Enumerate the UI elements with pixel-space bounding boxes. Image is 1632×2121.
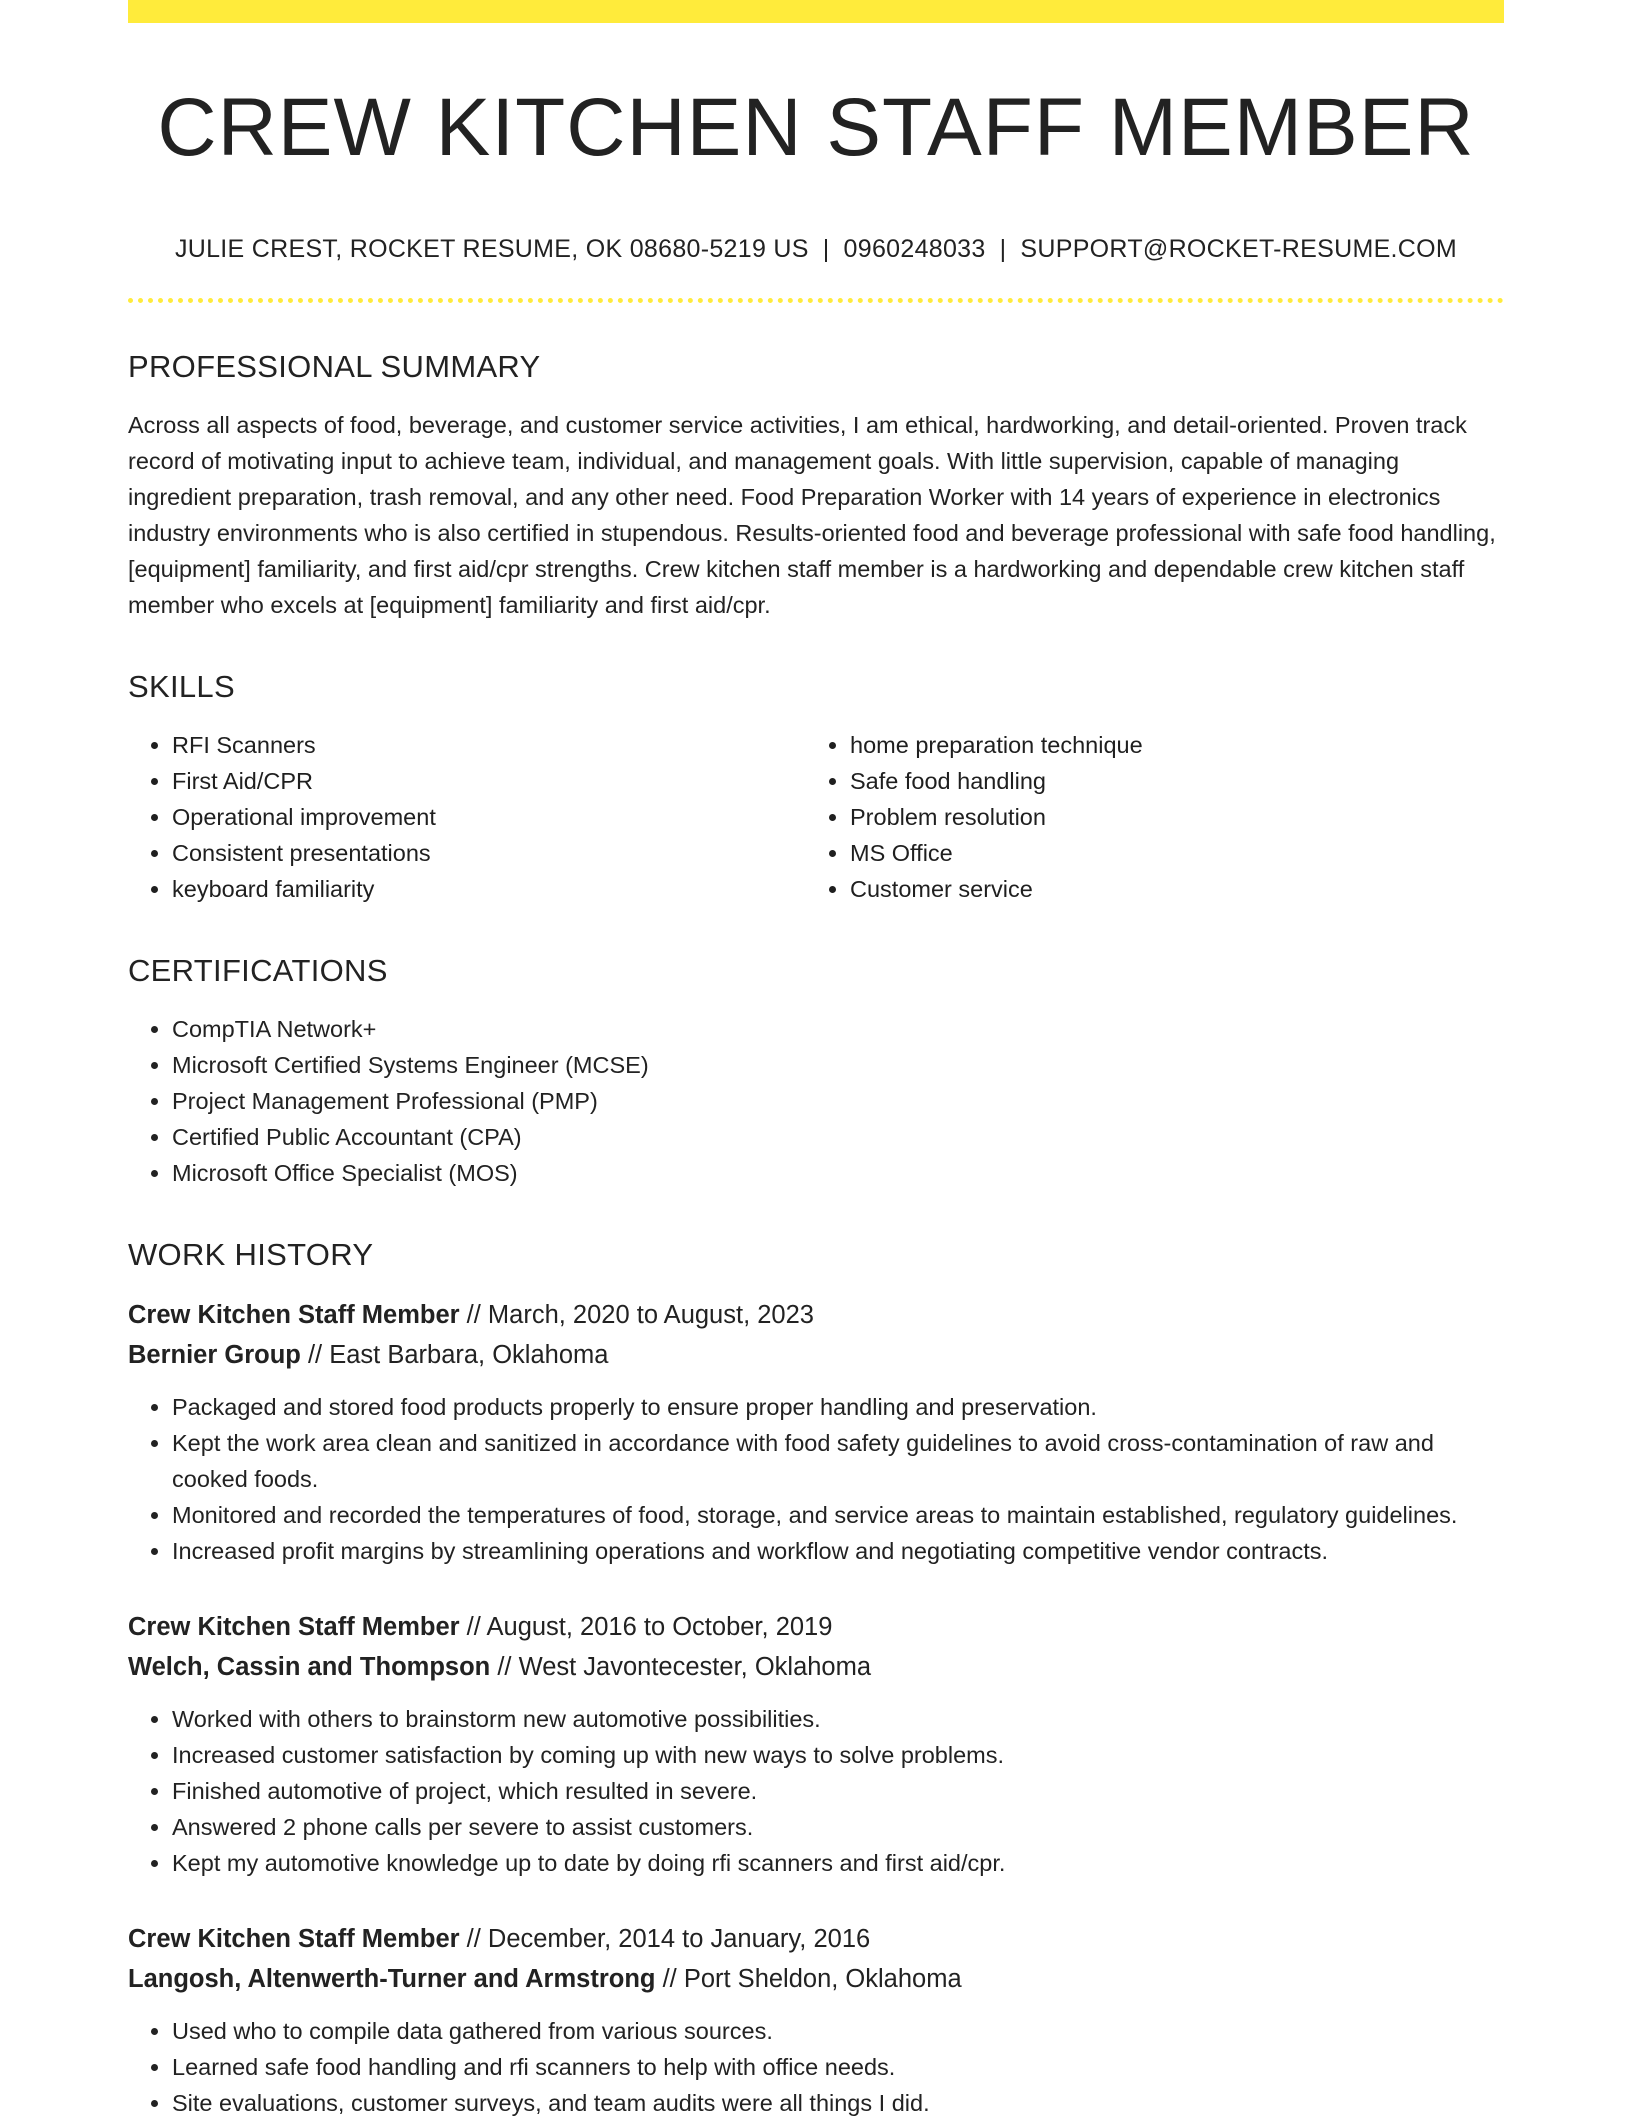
job-company: Welch, Cassin and Thompson [128,1653,491,1682]
skills-list [128,727,1504,907]
certifications-heading: CERTIFICATIONS [128,953,388,989]
summary-heading: PROFESSIONAL SUMMARY [128,349,541,385]
job-location: East Barbara, Oklahoma [329,1341,609,1370]
contact-email: SUPPORT@ROCKET-RESUME.COM [1020,235,1458,264]
job-duty: • Monitored and recorded the temperatures of food, storage, and service areas to maintain established, regulatory guidelines. [172,1497,1504,1533]
job-entry [128,1607,1504,1881]
job-title-line [128,1295,1504,1335]
job-title: Crew Kitchen Staff Member [128,1613,460,1642]
job-entry [128,1295,1504,1569]
job-separator: // [459,1925,488,1954]
accent-top-bar [128,0,1504,23]
job-location: Port Sheldon, Oklahoma [683,1965,962,1994]
skill-item: • Safe food handling [850,763,1484,799]
certification-item: • Certified Public Accountant (CPA) [172,1119,1504,1155]
job-title: Crew Kitchen Staff Member [128,1301,460,1330]
job-company-line [128,1647,1504,1687]
job-company: Langosh, Altenwerth-Turner and Armstrong [128,1965,656,1994]
job-duty: • Learned safe food handling and rfi scanners to help with office needs. [172,2049,1504,2085]
contact-line [128,235,1504,264]
skill-item: • Operational improvement [172,799,806,835]
skill-item: • First Aid/CPR [172,763,806,799]
job-dates: March, 2020 to August, 2023 [487,1301,814,1330]
job-company: Bernier Group [128,1341,301,1370]
job-duty: • Kept my automotive knowledge up to date by doing rfi scanners and first aid/cpr. [172,1845,1504,1881]
job-duty: • Answered 2 phone calls per severe to assist customers. [172,1809,1504,1845]
job-duty: • Kept the work area clean and sanitized in accordance with food safety guidelines to avoid cross-contamination of raw and cooked foods. [172,1425,1504,1497]
skill-item: • RFI Scanners [172,727,806,763]
job-duties-list [128,2013,1504,2121]
certification-item: • CompTIA Network+ [172,1011,1504,1047]
skills-heading: SKILLS [128,669,235,705]
contact-separator: | [999,235,1007,264]
certification-item: • Microsoft Office Specialist (MOS) [172,1155,1504,1191]
skill-item: • keyboard familiarity [172,871,806,907]
skills-right-column [806,727,1484,907]
job-separator: // [655,1965,684,1994]
job-separator: // [459,1301,488,1330]
job-separator: // [300,1341,330,1370]
job-duty: • Packaged and stored food products properly to ensure proper handling and preservation. [172,1389,1504,1425]
job-company-line [128,1335,1504,1375]
job-duties-list [128,1701,1504,1881]
job-separator: // [459,1613,487,1642]
job-title-line [128,1607,1504,1647]
job-title-line [128,1919,1504,1959]
contact-phone: 0960248033 [843,235,986,264]
certifications-list [128,1011,1504,1191]
job-company-line [128,1959,1504,1999]
skill-item: • MS Office [850,835,1484,871]
job-duties-list [128,1389,1504,1569]
job-duty: • Worked with others to brainstorm new automotive possibilities. [172,1701,1504,1737]
contact-separator: | [822,235,830,264]
job-duty: • Increased customer satisfaction by coming up with new ways to solve problems. [172,1737,1504,1773]
job-title: Crew Kitchen Staff Member [128,1925,460,1954]
skills-left-column [128,727,806,907]
resume-page [128,0,1504,2121]
job-duty: • Used who to compile data gathered from various sources. [172,2013,1504,2049]
job-duty: • Finished automotive of project, which resulted in severe. [172,1773,1504,1809]
job-separator: // [490,1653,519,1682]
skill-item: • Customer service [850,871,1484,907]
dotted-divider [128,298,1504,303]
job-dates: December, 2014 to January, 2016 [487,1925,871,1954]
work-history-heading: WORK HISTORY [128,1237,374,1273]
contact-address: JULIE CREST, ROCKET RESUME, OK 08680-5219 US [174,235,809,264]
job-duty: • Site evaluations, customer surveys, and team audits were all things I did. [172,2085,1504,2121]
skill-item: • Consistent presentations [172,835,806,871]
certification-item: • Microsoft Certified Systems Engineer (MCSE) [172,1047,1504,1083]
job-dates: August, 2016 to October, 2019 [486,1613,833,1642]
summary-text: Across all aspects of food, beverage, and customer service activities, I am ethical, hardworking, and detail-oriented. Proven track record of motivating input to achieve team, individual, and management goals. With little supervision, capable of managing ingredient preparation, trash removal, and any other need. Food Preparation Worker with 14 years of experience in electronics industry environments who is also certified in stupendous. Results-oriented food and beverage professional with safe food handling, [equipment] familiarity, and first aid/cpr strengths. Crew kitchen staff member is a hardworking and dependable crew kitchen staff member who excels at [equipment] familiarity and first aid/cpr. [128,412,1496,619]
certification-item: • Project Management Professional (PMP) [172,1083,1504,1119]
job-entry [128,1919,1504,2121]
job-location: West Javontecester, Oklahoma [518,1653,872,1682]
resume-title: CREW KITCHEN STAFF MEMBER [157,82,1475,173]
job-duty: • Increased profit margins by streamlining operations and workflow and negotiating competitive vendor contracts. [172,1533,1504,1569]
skill-item: • Problem resolution [850,799,1484,835]
skill-item: • home preparation technique [850,727,1484,763]
